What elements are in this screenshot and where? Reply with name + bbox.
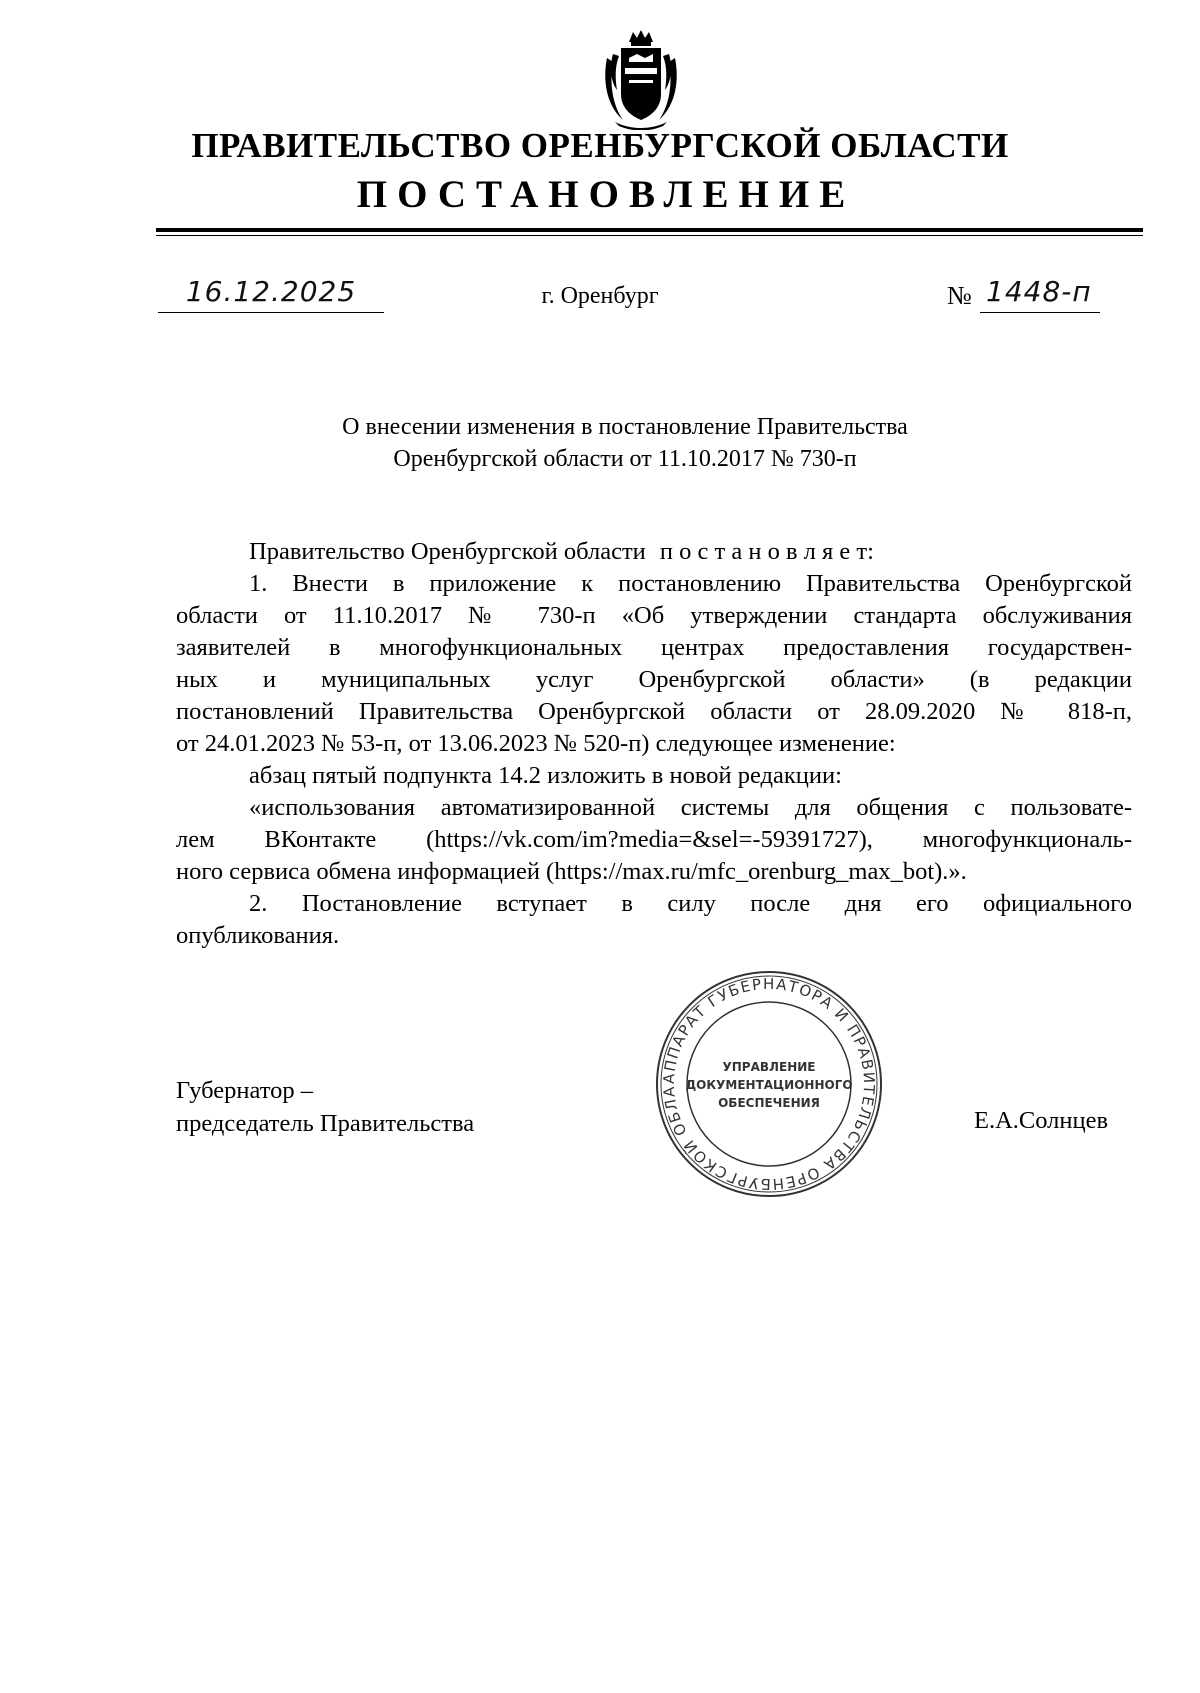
document-number-label: № (947, 281, 972, 310)
item2-line: опубликования. (176, 922, 340, 949)
signatory-name: Е.А.Солнцев (974, 1107, 1109, 1134)
quote-line: ного сервиса обмена информацией (https://max.ru/mfc_orenburg_max_bot).». (176, 858, 967, 885)
header-rule-thick (156, 228, 1143, 232)
subject-line: О внесении изменения в постановление Правительства (342, 414, 908, 440)
signatory-title-line: Губернатор – (176, 1077, 314, 1104)
item1-line: области от 11.10.2017 № 730-п «Об утверждении стандарта обслуживания (176, 602, 1132, 629)
intro-lead: Правительство Оренбургской области (249, 538, 646, 565)
header-rule-thin (156, 235, 1143, 236)
subject-line: Оренбургской области от 11.10.2017 № 730-п (393, 446, 857, 472)
item1-sub: абзац пятый подпункта 14.2 изложить в новой редакции: (249, 762, 842, 789)
item1-line: заявителей в многофункциональных центрах предоставления государствен- (176, 634, 1132, 661)
seal-ring-text: АППАРАТ ГУБЕРНАТОРА И ПРАВИТЕЛЬСТВА ОРЕНБУРГСКОЙ ОБЛА (659, 974, 879, 1194)
organization-title: ПРАВИТЕЛЬСТВО ОРЕНБУРГСКОЙ ОБЛАСТИ (191, 126, 1009, 165)
document-number: 1448-п (986, 275, 1092, 308)
signatory-title (176, 1074, 474, 1140)
item1-line: ных и муниципальных услуг Оренбургской области» (в редакции (176, 666, 1132, 693)
coat-of-arms-icon (601, 28, 681, 130)
document-city: г. Оренбург (541, 283, 659, 309)
item2-line: 2. Постановление вступает в силу после дня его официального (249, 890, 1132, 917)
intro-paragraph (176, 536, 1132, 568)
document-date: 16.12.2025 (185, 275, 357, 308)
seal-center-line: ДОКУМЕНТАЦИОННОГО (685, 1078, 853, 1092)
document-type-title: ПОСТАНОВЛЕНИЕ (356, 173, 856, 216)
intro-verb: п о с т а н о в л я е т: (659, 538, 874, 565)
signatory-title-line: председатель Правительства (176, 1110, 475, 1137)
item1-line: от 24.01.2023 № 53-п, от 13.06.2023 № 520-п) следующее изменение: (176, 730, 896, 757)
item1-line: постановлений Правительства Оренбургской области от 28.09.2020 № 818-п, (176, 698, 1132, 725)
quote-line: лем ВКонтакте (https://vk.com/im?media=&sel=-59391727), многофункциональ- (176, 826, 1132, 853)
official-seal (653, 968, 885, 1200)
document-number-field (980, 276, 1100, 313)
quote-line: «использования автоматизированной системы для общения с пользовате- (249, 794, 1132, 821)
document-body (176, 536, 1132, 952)
seal-center-line: ОБЕСПЕЧЕНИЯ (718, 1096, 820, 1110)
item1-line: 1. Внести в приложение к постановлению Правительства Оренбургской (249, 570, 1132, 597)
seal-center-line: УПРАВЛЕНИЕ (722, 1060, 816, 1074)
